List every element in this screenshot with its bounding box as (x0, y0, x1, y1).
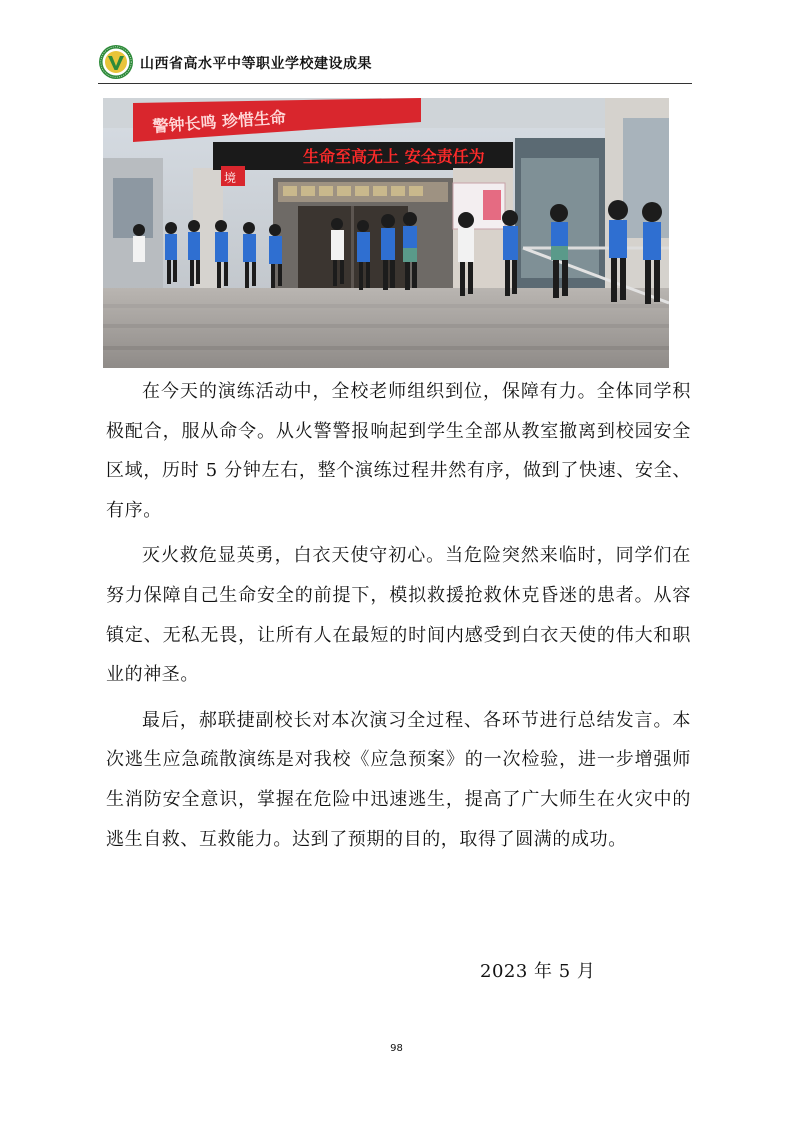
side-sign-text: 境 (224, 171, 237, 185)
page-number: 98 (390, 1043, 403, 1054)
school-emblem-icon (98, 44, 134, 80)
paragraph-2: 灭火救危显英勇，白衣天使守初心。当危险突然来临时，同学们在努力保障自己生命安全的前提下，模拟救援抢救休克昏迷的患者。从容镇定、无私无畏，让所有人在最短的时间内感受到白衣天使的伟大和职业的神圣。 (106, 545, 691, 686)
led-sign-text: 生命至高无上 安全责任为 (303, 147, 485, 166)
paragraph-3: 最后，郝联捷副校长对本次演习全过程、各环节进行总结发言。本次逃生应急疏散演练是对我校《应急预案》的一次检验，进一步增强师生消防安全意识，掌握在危险中迅速逃生，提高了广大师生在火灾中的逃生自救、互救能力。达到了预期的目的，取得了圆满的成功。 (106, 709, 691, 850)
page-header (98, 44, 692, 84)
evacuation-drill-photo (103, 98, 669, 368)
header-divider (98, 83, 692, 84)
paragraph-1: 在今天的演练活动中，全校老师组织到位，保障有力。全体同学积极配合，服从命令。从火警警报响起到学生全部从教室撤离到校园安全区域，历时 5 分钟左右，整个演练过程井然有序，做到了快速、安全、有序。 (106, 381, 691, 521)
header-title: 山西省高水平中等职业学校建设成果 (140, 56, 372, 72)
document-date: 2023 年 5 月 (480, 961, 596, 982)
top-banner-text: 警钟长鸣 珍惜生命 (151, 107, 287, 136)
body-text (106, 372, 691, 859)
